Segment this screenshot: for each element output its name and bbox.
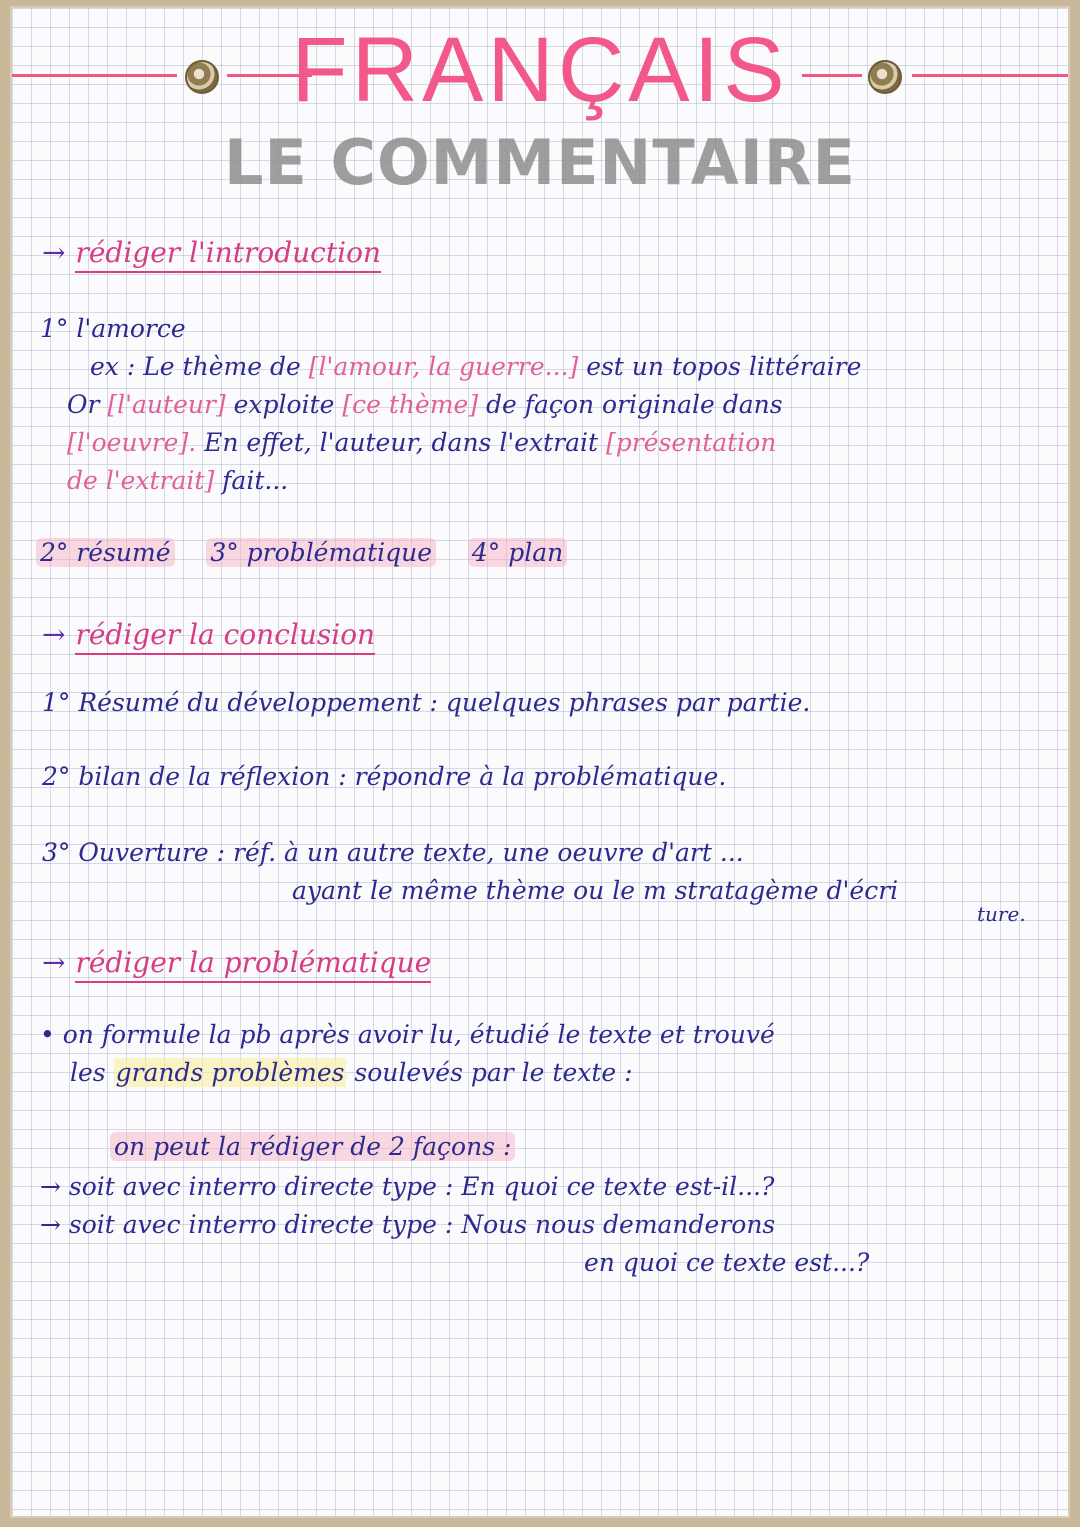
conclusion-item-3-end: ture. (977, 902, 1026, 926)
conclusion-item-1: 1° Résumé du développement : quelques phrases par partie. (42, 688, 811, 717)
conclusion-item-3-cont: ayant le même thème ou le m stratagème d'écri (292, 876, 899, 905)
heading-conclusion: → rédiger la conclusion (42, 618, 375, 651)
arrow-icon: → (42, 236, 66, 269)
intro-example-line-2: Or [l'auteur] exploite [ce thème] de façon originale dans (67, 390, 783, 419)
problematique-ways-intro: on peut la rédiger de 2 façons : (110, 1132, 515, 1161)
arrow-icon: → (42, 618, 66, 651)
notebook-page (12, 8, 1068, 1516)
arrow-icon: → (42, 946, 66, 979)
intro-item-2: 2° résumé (36, 538, 175, 567)
conclusion-item-3: 3° Ouverture : réf. à un autre texte, une oeuvre d'art ... (42, 838, 744, 867)
heading-problematique: → rédiger la problématique (42, 946, 431, 979)
intro-item-4: 4° plan (468, 538, 567, 567)
conclusion-item-2: 2° bilan de la réflexion : répondre à la problématique. (42, 762, 727, 791)
problematique-bullet-line-2: les grands problèmes soulevés par le texte : (70, 1058, 633, 1087)
page-subtitle: LE COMMENTAIRE (224, 126, 856, 199)
intro-example-line-3: [l'oeuvre]. En effet, l'auteur, dans l'extrait [présentation (67, 428, 777, 457)
intro-item-1: 1° l'amorce (40, 314, 186, 343)
intro-item-3: 3° problématique (206, 538, 436, 567)
problematique-way-1: → soit avec interro directe type : En quoi ce texte est-il...? (40, 1172, 775, 1201)
intro-example-line-1: ex : Le thème de [l'amour, la guerre...] est un topos littéraire (90, 352, 862, 381)
problematique-bullet-line-1: • on formule la pb après avoir lu, étudié le texte et trouvé (40, 1020, 775, 1049)
problematique-way-2: → soit avec interro directe type : Nous nous demanderons (40, 1210, 776, 1239)
intro-example-line-4: de l'extrait] fait... (67, 466, 289, 495)
problematique-way-2-cont: en quoi ce texte est...? (584, 1248, 870, 1277)
page-title: FRANÇAIS (291, 19, 789, 121)
heading-introduction: → rédiger l'introduction (42, 236, 381, 269)
intro-items-row (36, 538, 567, 567)
